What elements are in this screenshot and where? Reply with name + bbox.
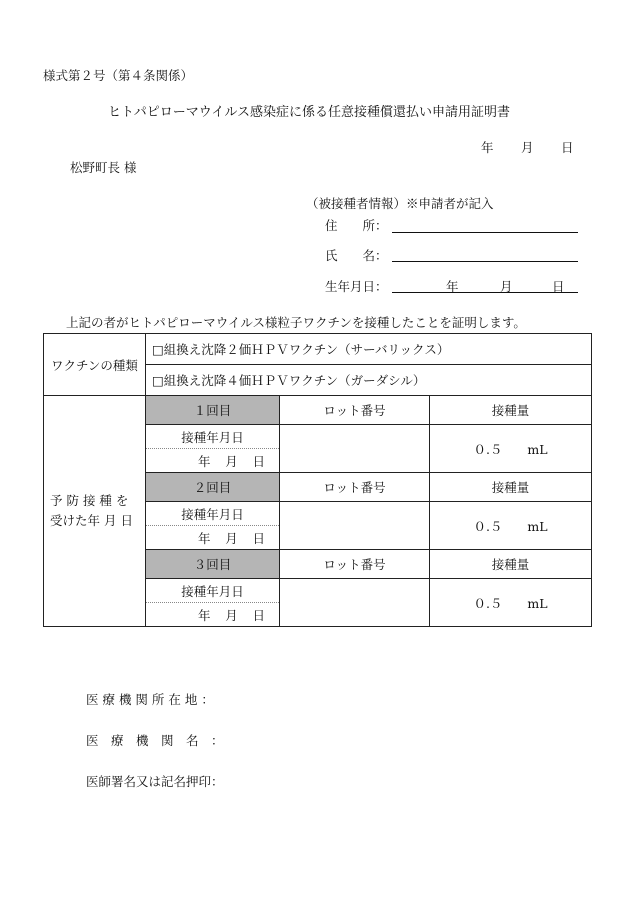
dose-3-amount-value: ０.５ mL [430, 579, 592, 627]
dose-2-lot-number-field[interactable] [280, 502, 430, 550]
name-label: 氏 名： [325, 248, 388, 263]
issue-date-month: 月 [521, 140, 534, 155]
dose-2-ordinal: ２回目 [146, 473, 280, 502]
dose-1-date-label: 接種年月日 [146, 425, 280, 449]
dose-2-lot-label: ロット番号 [280, 473, 430, 502]
document-title: ヒトパピローマウイルス感染症に係る任意接種償還払い申請用証明書 [108, 105, 510, 120]
issue-date [481, 138, 574, 156]
vaccine-type-label: ワクチンの種類 [44, 334, 146, 396]
address-field-line[interactable] [392, 232, 578, 233]
dose-3-ordinal: ３回目 [146, 550, 280, 579]
birthdate-year: 年 [446, 279, 459, 294]
dose-3-date-field[interactable] [146, 603, 280, 627]
dose-1-date-field[interactable] [146, 449, 280, 473]
issue-date-year: 年 [481, 140, 494, 155]
dose-1-lot-label: ロット番号 [280, 396, 430, 425]
issue-date-day: 日 [561, 140, 574, 155]
patient-info-header: （被接種者情報）※申請者が記入 [306, 196, 494, 211]
dose-1-amount-label: 接種量 [430, 396, 592, 425]
doctor-signature-label: 医師署名又は記名押印： [86, 774, 224, 789]
institution-name-label: 医 療 機 関 名 ： [86, 733, 224, 748]
address-label: 住 所： [325, 218, 388, 233]
dose-1-amount-value: ０.５ mL [430, 425, 592, 473]
certification-statement: 上記の者がヒトパピローマウイルス様粒子ワクチンを接種したことを証明します。 [66, 315, 526, 330]
dose-3-lot-label: ロット番号 [280, 550, 430, 579]
dose-2-date-label: 接種年月日 [146, 502, 280, 526]
birthdate-day: 日 [552, 279, 565, 294]
dose-1-date-month: 月 [225, 453, 238, 469]
dose-2-date-day: 日 [252, 530, 265, 546]
dose-2-date-year: 年 [198, 530, 211, 546]
vaccine-option-quadrivalent[interactable]: □組換え沈降４価ＨＰＶワクチン（ガーダシル） [146, 365, 592, 396]
name-field-line[interactable] [392, 261, 578, 262]
dose-3-date-year: 年 [198, 607, 211, 623]
dose-2-amount-label: 接種量 [430, 473, 592, 502]
institution-address-label: 医 療 機 関 所 在 地 ： [86, 692, 214, 707]
birthdate-label: 生年月日： [325, 279, 388, 294]
dose-1-lot-number-field[interactable] [280, 425, 430, 473]
dose-2-date-field[interactable] [146, 526, 280, 550]
vaccine-option-bivalent[interactable]: □組換え沈降２価ＨＰＶワクチン（サーバリックス） [146, 334, 592, 365]
dose-3-lot-number-field[interactable] [280, 579, 430, 627]
vaccination-dates-label-line1: 予 防 接 種 を [50, 493, 129, 508]
dose-1-date-day: 日 [252, 453, 265, 469]
dose-2-date-month: 月 [225, 530, 238, 546]
dose-1-date-year: 年 [198, 453, 211, 469]
birthdate-month: 月 [500, 279, 513, 294]
dose-3-date-day: 日 [252, 607, 265, 623]
birthdate-field-line[interactable] [392, 292, 578, 293]
dose-1-ordinal: １回目 [146, 396, 280, 425]
dose-3-amount-label: 接種量 [430, 550, 592, 579]
recipient: 松野町長 様 [70, 160, 137, 175]
dose-2-amount-value: ０.５ mL [430, 502, 592, 550]
vaccination-dates-label [44, 396, 146, 627]
dose-3-date-label: 接種年月日 [146, 579, 280, 603]
vaccination-dates-label-line2: 受けた年 月 日 [50, 513, 133, 528]
dose-3-date-month: 月 [225, 607, 238, 623]
vaccination-table [43, 333, 592, 627]
form-number: 様式第２号（第４条関係） [43, 68, 194, 83]
